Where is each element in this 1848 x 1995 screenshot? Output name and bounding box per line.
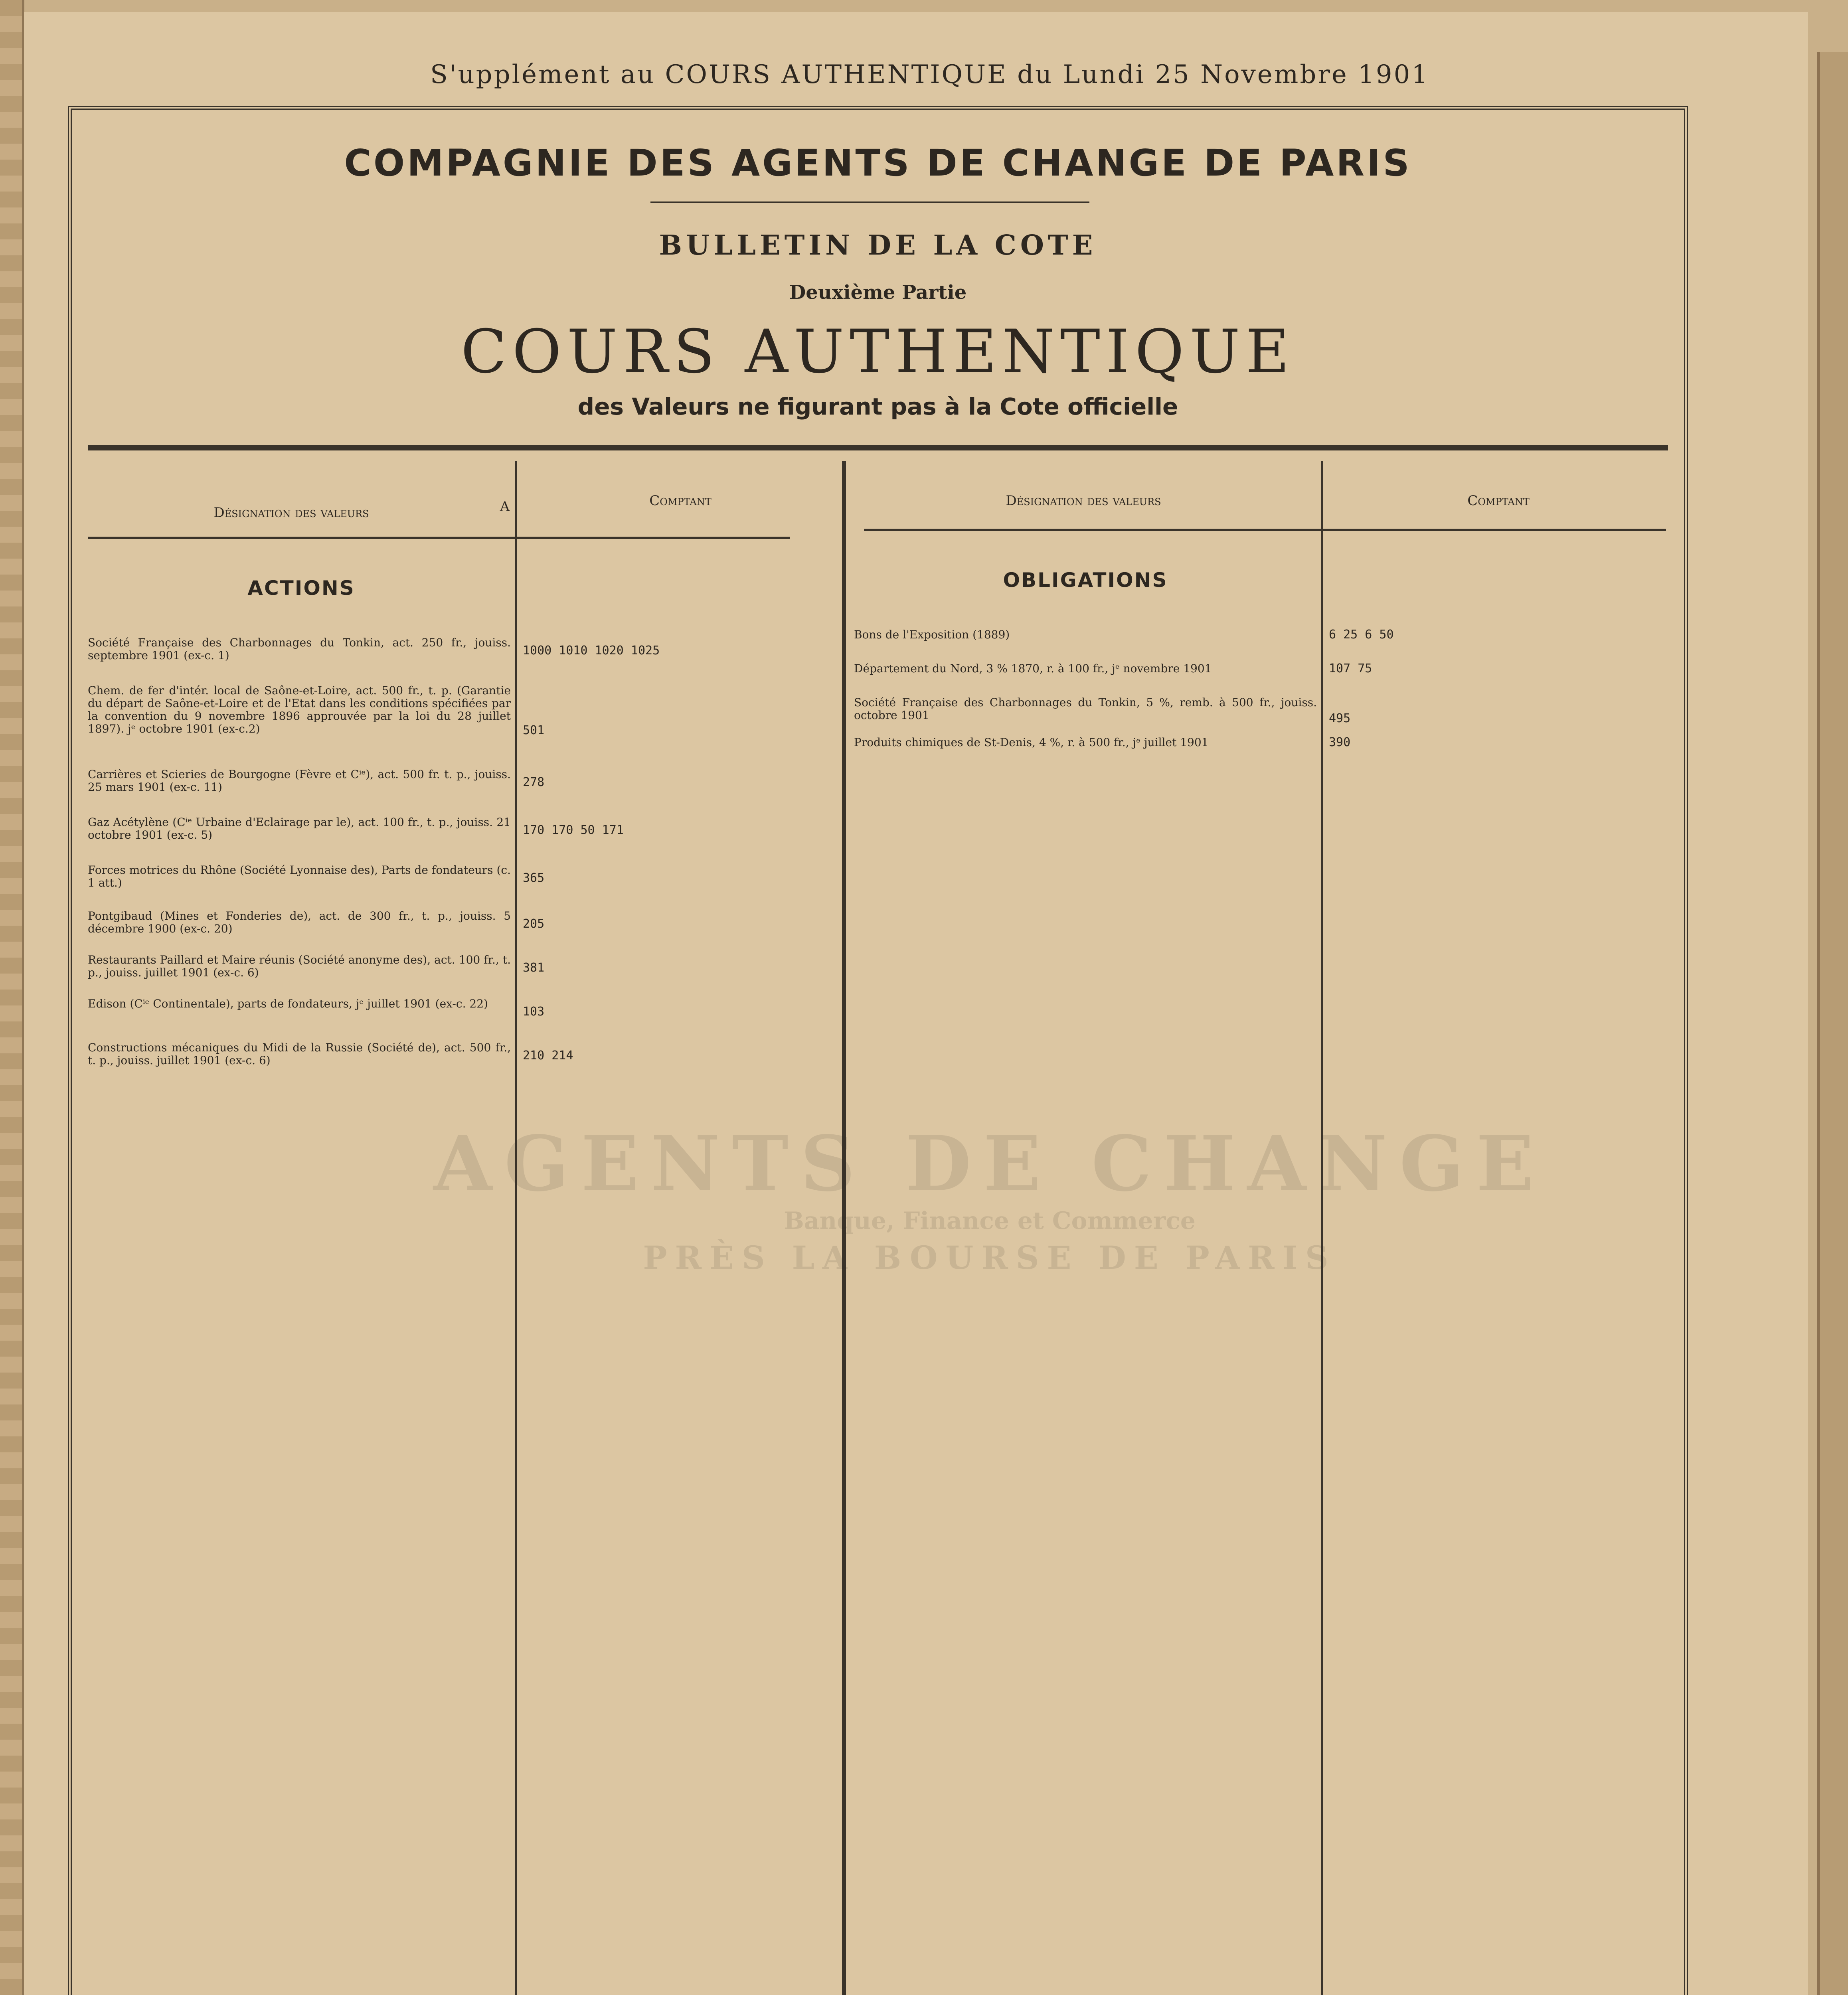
supplement-line: S'upplément au COURS AUTHENTIQUE du Lundi 25 Novembre 1901 <box>430 60 1429 89</box>
bleed-through-subtitle-2: PRÈS LA BOURSE DE PARIS <box>643 1239 1336 1276</box>
subtitle: des Valeurs ne figurant pas à la Cote officielle <box>577 393 1178 420</box>
page-frame: COMPAGNIE DES AGENTS DE CHANGE DE PARIS BULLETIN DE LA COTE Deuxième Partie COURS AUTHENTIQUE des Valeurs ne figurant pas à la Cote officielle Désignation des valeurs A Comptant Désignation des valeurs Comptant ACTIONS OBLIGATIONS Société Française des Charbonnages du Tonkin, act. 250 fr., jouiss. septembre 1901 (ex-c. 1) 1000 1010 1020 1025 Chem. de fer d'intér. local de Saône-et-Loire, act. 500 fr., t. p. (Garantie du départ de Saône-et-Loire et de l'Etat dans les conditions spécifiées par la convention du 9 novembre 1896 approuvée par la loi du 28 juillet 1897). jᵉ octobre 1901 (ex-c.2) 501 Carrières et Scieries de Bourgogne (Fèvre et Cⁱᵉ), act. 500 fr. t. p., jouiss. 25 mars 1901 (ex-c. 11) 278 Gaz Acétylène (Cⁱᵉ Urbaine d'Eclairage par le), act. 100 fr., t. p., jouiss. 21 octobre 1901 (ex-c. 5) 170 170 50 171 Forces motrices du Rhône (Société Lyonnaise des), Parts de fondateurs (c. 1 att.) 365 Pontgibaud (Mines et Fonderies de), act. de 300 fr., t. p., jouiss. 5 décembre 1900 (ex-c. 20) 205 Restaurants Paillard et Maire réunis (Société anonyme des), act. 100 fr., t. p., jouiss. juillet 1901 (ex-c. 6) 381 Edison (Cⁱᵉ Continentale), parts de fondateurs, jᵉ juillet 1901 (ex-c. 22) 103 Constructions mécaniques du Midi de la Russie (Société de), act. 500 fr., t. p., jouiss. juillet 1901 (ex-c. 6) 210 214 Bons de l'Exposition (1889) 6 25 6 50 Département du Nord, 3 % 1870, r. à 100 fr., jᵉ novembre 1901 107 75 Société Française des Charbonnages du Tonkin, 5 %, remb. à 500 fr., jouiss. octobre 1901 495 Produits chimiques de St-Denis, 4 %, r. à 500 fr., jᵉ juillet 1901 390 AGENTS DE CHANGE Banque, Finance et Commerce PRÈS LA BOURSE DE PARIS <box>68 106 1688 1995</box>
book-binding <box>0 0 24 1995</box>
next-page-edge <box>1817 52 1848 1995</box>
left-price-header: Comptant <box>649 493 712 509</box>
obligations-title: OBLIGATIONS <box>1003 569 1168 592</box>
right-header-rule <box>864 529 1666 531</box>
part-label: Deuxième Partie <box>789 281 967 304</box>
bleed-through-subtitle: Banque, Finance et Commerce <box>784 1207 1196 1235</box>
bleed-through-title: AGENTS DE CHANGE <box>433 1119 1546 1208</box>
company-name: COMPAGNIE DES AGENTS DE CHANGE DE PARIS <box>344 142 1412 184</box>
right-designation-header: Désignation des valeurs <box>1006 493 1161 509</box>
header-rule <box>650 201 1089 203</box>
left-column-marker: A <box>500 499 510 515</box>
actions-title: ACTIONS <box>247 577 355 600</box>
main-title: COURS AUTHENTIQUE <box>461 317 1295 387</box>
right-price-header: Comptant <box>1467 493 1530 509</box>
bulletin-title: BULLETIN DE LA COTE <box>659 229 1097 261</box>
upper-table-top-rule <box>88 445 1668 450</box>
left-designation-header: Désignation des valeurs <box>213 505 369 521</box>
left-header-rule <box>88 537 790 539</box>
